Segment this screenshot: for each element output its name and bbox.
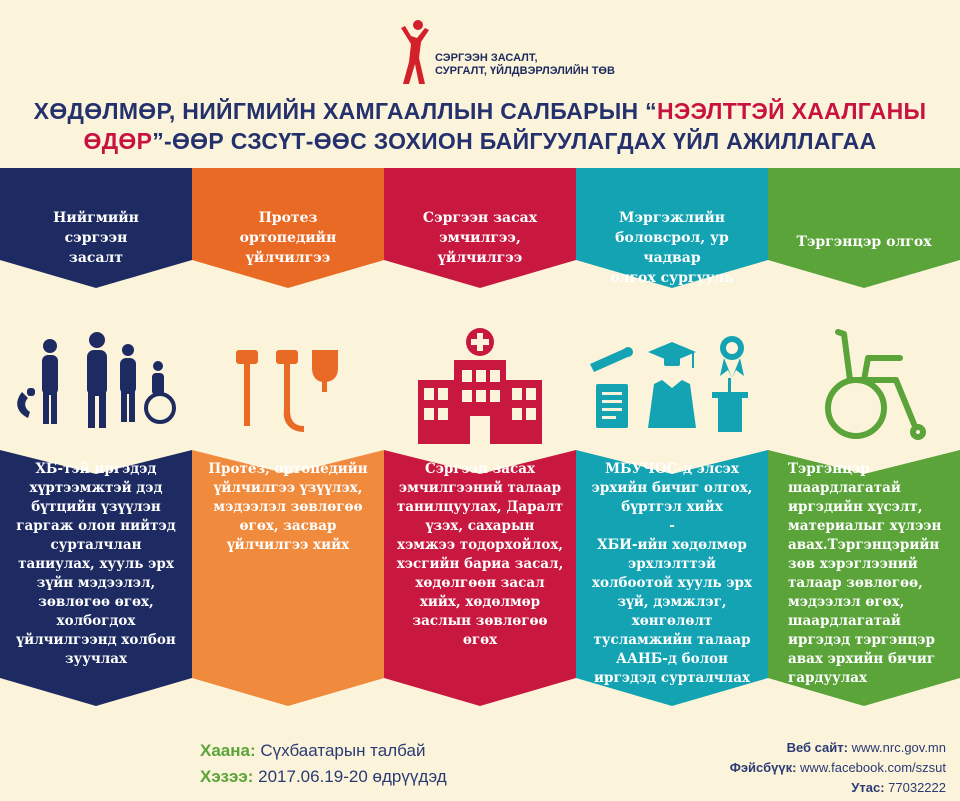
column-title: Нийгмийн сэргээн засалт [53,210,139,266]
web-link[interactable]: www.nrc.gov.mn [851,740,946,755]
education-icon [576,328,768,448]
phone-label: Утас: [851,780,885,795]
contact-info [730,738,946,798]
facebook-label: Фэйсбүүк: [729,760,797,775]
page-title [0,96,960,156]
column-title: Мэргэжлийн боловсрол, ур чадвар олгох сургууль [610,210,734,286]
web-label: Веб сайт: [786,740,848,755]
title-highlight2: ӨДӨР [83,128,153,154]
column-title: Сэргээн засах эмчилгээ, үйлчилгээ [422,210,538,266]
column-rehab-treatment [384,168,576,706]
prosthesis-icon [192,328,384,448]
logo [395,18,625,88]
where-label: Хаана: [200,741,256,760]
title-part2: ”-ӨӨР СЗСҮТ-ӨӨС ЗОХИОН БАЙГУУЛАГДАХ ҮЙЛ АЖИЛЛАГАА [152,128,877,154]
when-label: Хэзээ: [200,767,254,786]
where-value: Сүхбаатарын талбай [260,741,426,760]
column-social-rehab [0,168,192,706]
wheelchair-icon [768,328,960,448]
event-info [200,738,447,790]
when-value: 2017.06.19-20 өдрүүдэд [258,767,447,786]
column-body: Сэргээн засах эмчилгээний талаар танилцуулах, Даралт үзэх, сахарын хэмжээ тодорхойлох, хэсгийн бариа засал, хөдөлгөөн засал хийх, хөдөлмөр заслын зөвлөгөө өгөх [396,461,564,648]
family-icon [0,328,192,448]
facebook-link[interactable]: www.facebook.com/szsut [800,760,946,775]
logo-figure-icon [395,18,431,86]
title-highlight1: НЭЭЛТТЭЙ ХААЛГАНЫ [656,98,927,124]
column-body: Тэргэнцэр шаардлагатай иргэдийн хүсэлт, материалыг хүлээн авах.Тэргэнцэрийн зөв хэрэглээний талаар зөвлөгөө, мэдээлэл өгөх, шаардлагатай иргэдэд тэргэнцэр авах эрхийн бичиг гардуулах [788,461,942,686]
column-wheelchair [768,168,960,706]
column-title: Протез ортопедийн үйлчилгээ [239,210,337,266]
phone-value: 77032222 [888,780,946,795]
title-part1: ХӨДӨЛМӨР, НИЙГМИЙН ХАМГААЛЛЫН САЛБАРЫН “ [33,98,657,124]
column-body: Протез, ортопедийн үйлчилгээ үзүүлэх, мэдээлэл зөвлөгөө өгөх, засвар үйлчилгээ хийх [208,461,368,553]
column-title: Тэргэнцэр олгох [796,234,932,250]
org-name: СЭРГЭЭН ЗАСАЛТ, СУРГАЛТ, ҮЙЛДВЭРЛЭЛИЙН ТӨВ [435,52,615,77]
column-body: ХБ-тэй иргэдэд хүртээмжтэй дэд бүтцийн үзүүлэн гаргаж олон нийтэд сурталчлан таниулах, хууль эрх зүйн мэдээлэл, зөвлөгөө өгөх, холбогдох үйлчилгээнд холбон зуучлах [16,461,176,667]
column-vocational-school [576,168,768,706]
column-body: МБУЧОС-д элсэх эрхийн бичиг олгох, бүртгэл хийх - ХБИ-ийн хөдөлмөр эрхлэлттэй холбоотой хууль эрх зүй, дэмжлэг, хөнгөлөлт тусламжийн талаар ААНБ-д болон иргэдэд сурталчлах [591,461,753,686]
hospital-icon [384,328,576,448]
column-prosthetics [192,168,384,706]
